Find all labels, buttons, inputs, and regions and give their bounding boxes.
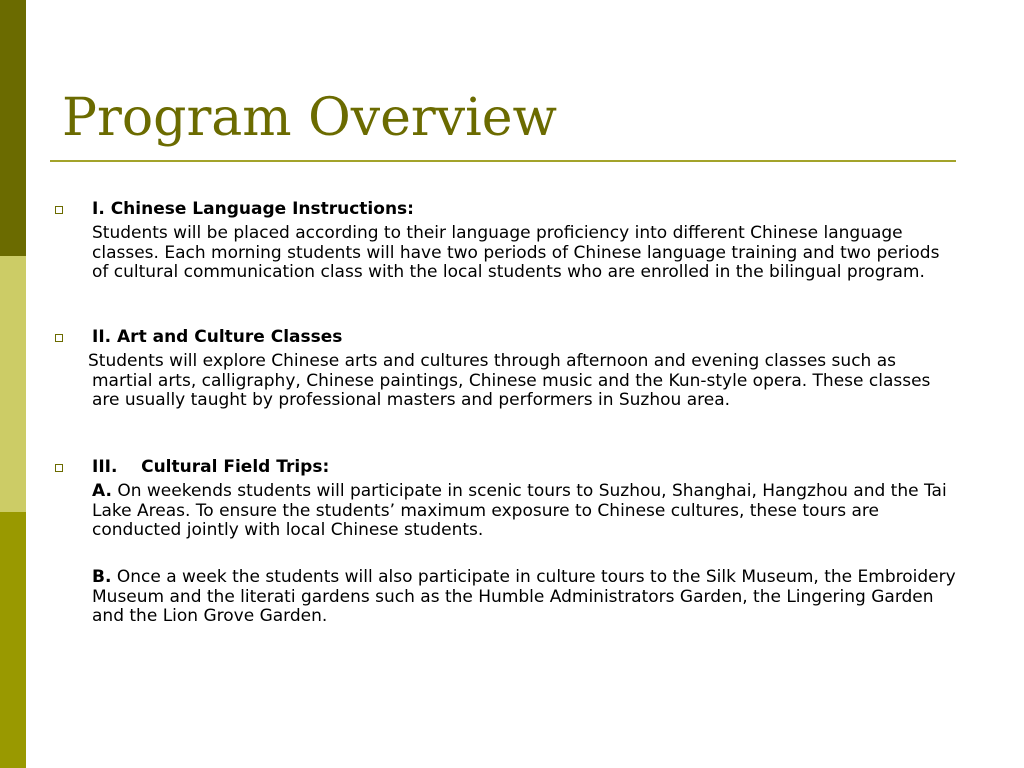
section-body-text: Students will explore Chinese arts and cultures through afternoon and evening classes such as martial arts, calligraphy, Chinese paintings, Chinese music and the Kun-style opera. These classes are usually taught by professional masters and performers in Suzhou area.: [88, 351, 931, 410]
subsection-a-label: A.: [92, 481, 112, 501]
section-heading: II. Art and Culture Classes: [92, 327, 343, 347]
slide-title: Program Overview: [62, 88, 558, 148]
subsection-a: [92, 482, 960, 541]
section-body: [88, 351, 960, 411]
section-heading: I. Chinese Language Instructions:: [92, 199, 414, 219]
subsection-a-text: On weekends students will participate in scenic tours to Suzhou, Shanghai, Hangzhou and the Tai Lake Areas. To ensure the students’ maximum exposure to Chinese cultures, these tours are conducted jointly with local Chinese students.: [92, 481, 947, 540]
subsection-b-text: Once a week the students will also participate in culture tours to the Silk Museum, the Embroidery Museum and the literati gardens such as the Humble Administrators Garden, the Lingering Garden and the Lion Grove Garden.: [92, 567, 956, 626]
square-bullet-icon: [55, 206, 63, 214]
section-body: Students will be placed according to their language proficiency into different Chinese language classes. Each morning students will have two periods of Chinese language training and two periods of cultural communication class with the local students who are enrolled in the bilingual program.: [92, 223, 940, 282]
subsection-b-label: B.: [92, 567, 112, 587]
square-bullet-icon: [55, 334, 63, 342]
square-bullet-icon: [55, 464, 63, 472]
subsection-b: [92, 568, 960, 627]
section-heading: III. Cultural Field Trips:: [92, 457, 330, 477]
